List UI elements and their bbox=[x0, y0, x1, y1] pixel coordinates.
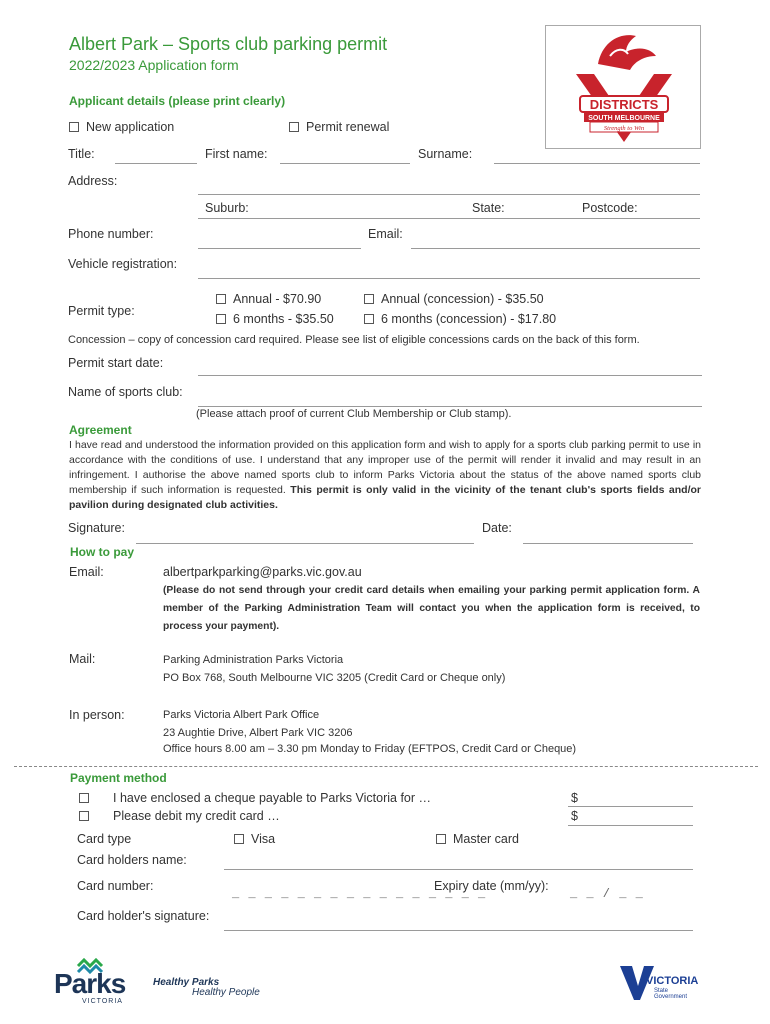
checkbox-new-application[interactable] bbox=[69, 122, 79, 132]
first-name-field[interactable] bbox=[280, 163, 410, 164]
checkbox-six-months[interactable] bbox=[216, 314, 226, 324]
card-holder-name-label: Card holders name: bbox=[77, 853, 187, 867]
pay-email-label: Email: bbox=[69, 565, 104, 579]
card-number-field[interactable]: _ _ _ _ _ _ _ _ _ _ _ _ _ _ _ _ bbox=[232, 887, 487, 901]
concession-note: Concession – copy of concession card required. Please see list of eligible concessions cards on the back of this form. bbox=[68, 334, 640, 346]
vehicle-registration-label: Vehicle registration: bbox=[68, 257, 178, 271]
card-holder-signature-field[interactable] bbox=[224, 930, 693, 931]
checkbox-annual[interactable] bbox=[216, 294, 226, 304]
victoria-government-logo bbox=[620, 964, 700, 1004]
permit-start-date-label: Permit start date: bbox=[68, 356, 164, 370]
cheque-dollar-sign: $ bbox=[571, 791, 578, 805]
parks-victoria-wordmark: VICTORIA bbox=[82, 998, 123, 1005]
expiry-date-field[interactable]: _ _ / _ _ bbox=[570, 887, 644, 901]
signature-label: Signature: bbox=[68, 521, 125, 535]
suburb-state-postcode-field[interactable] bbox=[198, 218, 700, 219]
permit-start-date-field[interactable] bbox=[198, 375, 702, 376]
pay-inperson-line1: Parks Victoria Albert Park Office bbox=[163, 709, 320, 721]
checkbox-cheque[interactable] bbox=[79, 793, 89, 803]
checkbox-credit-card[interactable] bbox=[79, 811, 89, 821]
phone-field[interactable] bbox=[198, 248, 361, 249]
pay-credit-option[interactable]: Please debit my credit card … bbox=[79, 809, 280, 823]
parks-victoria-logo bbox=[54, 956, 144, 1008]
mastercard-option[interactable]: Master card bbox=[436, 832, 519, 846]
parks-wordmark: Parks bbox=[54, 968, 126, 999]
logo-text-districts: DISTRICTS bbox=[589, 97, 659, 112]
vehicle-registration-field[interactable] bbox=[198, 278, 700, 279]
date-field[interactable] bbox=[523, 543, 693, 544]
title-label: Title: bbox=[68, 147, 95, 161]
permit-annual-concession-option[interactable]: Annual (concession) - $35.50 bbox=[364, 292, 544, 306]
checkbox-permit-renewal[interactable] bbox=[289, 122, 299, 132]
address-label: Address: bbox=[68, 174, 118, 188]
checkbox-mastercard[interactable] bbox=[436, 834, 446, 844]
permit-annual-option[interactable]: Annual - $70.90 bbox=[216, 292, 321, 306]
checkbox-annual-concession[interactable] bbox=[364, 294, 374, 304]
agreement-bold-text: This permit is only valid in the vicinity of the tenant club's sports fields and/or pavilion during designated club activities. bbox=[69, 484, 701, 511]
pay-inperson-line2: 23 Aughtie Drive, Albert Park VIC 3206 bbox=[163, 727, 353, 739]
address-field[interactable] bbox=[198, 194, 700, 195]
how-to-pay-section-title: How to pay bbox=[70, 545, 135, 559]
agreement-section-title: Agreement bbox=[69, 423, 132, 437]
email-label: Email: bbox=[368, 227, 403, 241]
permit-six-months-option[interactable]: 6 months - $35.50 bbox=[216, 312, 334, 326]
form-subtitle: 2022/2023 Application form bbox=[69, 57, 239, 73]
pay-mail-label: Mail: bbox=[69, 652, 96, 666]
checkbox-visa[interactable] bbox=[234, 834, 244, 844]
postcode-label: Postcode: bbox=[582, 201, 638, 215]
logo-text-motto: Strength to Win bbox=[603, 125, 645, 132]
permit-type-label: Permit type: bbox=[68, 304, 135, 318]
logo-text-south-melbourne: SOUTH MELBOURNE bbox=[588, 115, 660, 122]
pay-mail-line2: PO Box 768, South Melbourne VIC 3205 (Credit Card or Cheque only) bbox=[163, 672, 506, 684]
club-proof-note: (Please attach proof of current Club Membership or Club stamp). bbox=[196, 408, 512, 420]
victoria-wordmark: VICTORIA bbox=[646, 975, 699, 987]
card-holder-signature-label: Card holder's signature: bbox=[77, 909, 210, 923]
credit-amount-field[interactable] bbox=[568, 825, 693, 826]
sports-club-field[interactable] bbox=[198, 406, 702, 407]
pay-inperson-label: In person: bbox=[69, 708, 125, 722]
pay-email-note: (Please do not send through your credit card details when emailing your parking permit application form. A member of the Parking Administration Team will contact you when the application form is received, to process your payment). bbox=[163, 585, 700, 632]
visa-option[interactable]: Visa bbox=[234, 832, 275, 846]
surname-field[interactable] bbox=[494, 163, 700, 164]
pay-mail-line1: Parking Administration Parks Victoria bbox=[163, 654, 344, 666]
state-wordmark: State bbox=[654, 988, 669, 994]
phone-label: Phone number: bbox=[68, 227, 154, 241]
email-field[interactable] bbox=[411, 248, 700, 249]
expiry-date-label: Expiry date (mm/yy): bbox=[434, 879, 549, 893]
cheque-amount-field[interactable] bbox=[568, 806, 693, 807]
government-wordmark: Government bbox=[654, 994, 688, 1000]
agreement-text: I have read and understood the information provided on this application form and wish to apply for a sports club parking permit to use in accordance with the conditions of use. I understand that any improper use of the permit will render it invalid and may result in an infringement. I authorise the above named sports club to inform Parks Victoria about the status of the above named sports club membership if such information is requested. This permit is only valid in the vicinity of the tenant club's sports fields and/or pavilion during designated club activities. bbox=[69, 439, 701, 511]
title-field[interactable] bbox=[115, 163, 197, 164]
applicant-section-title: Applicant details (please print clearly) bbox=[69, 94, 286, 108]
checkbox-six-months-concession[interactable] bbox=[364, 314, 374, 324]
pay-cheque-option[interactable]: I have enclosed a cheque payable to Parks Victoria for … bbox=[79, 791, 431, 805]
state-label: State: bbox=[472, 201, 505, 215]
sports-club-label: Name of sports club: bbox=[68, 385, 183, 399]
permit-renewal-option[interactable]: Permit renewal bbox=[289, 120, 389, 134]
form-title: Albert Park – Sports club parking permit bbox=[69, 34, 388, 54]
tagline-healthy-people: Healthy People bbox=[192, 987, 260, 998]
date-label: Date: bbox=[482, 521, 512, 535]
credit-dollar-sign: $ bbox=[571, 809, 578, 823]
payment-section-title: Payment method bbox=[70, 771, 167, 785]
new-application-option[interactable]: New application bbox=[69, 120, 174, 134]
pay-email-address[interactable]: albertparkparking@parks.vic.gov.au bbox=[163, 565, 362, 579]
card-type-label: Card type bbox=[77, 832, 132, 846]
districts-logo bbox=[546, 26, 702, 150]
pay-inperson-line3: Office hours 8.00 am – 3.30 pm Monday to Friday (EFTPOS, Credit Card or Cheque) bbox=[163, 743, 577, 755]
card-number-label: Card number: bbox=[77, 879, 154, 893]
card-holder-name-field[interactable] bbox=[224, 869, 693, 870]
signature-field[interactable] bbox=[136, 543, 474, 544]
suburb-label: Suburb: bbox=[205, 201, 249, 215]
cut-line-divider bbox=[14, 766, 758, 767]
first-name-label: First name: bbox=[205, 147, 268, 161]
club-logo-frame bbox=[545, 25, 701, 149]
surname-label: Surname: bbox=[418, 147, 473, 161]
permit-six-months-concession-option[interactable]: 6 months (concession) - $17.80 bbox=[364, 312, 556, 326]
tagline-healthy-parks: Healthy Parks bbox=[153, 977, 220, 988]
